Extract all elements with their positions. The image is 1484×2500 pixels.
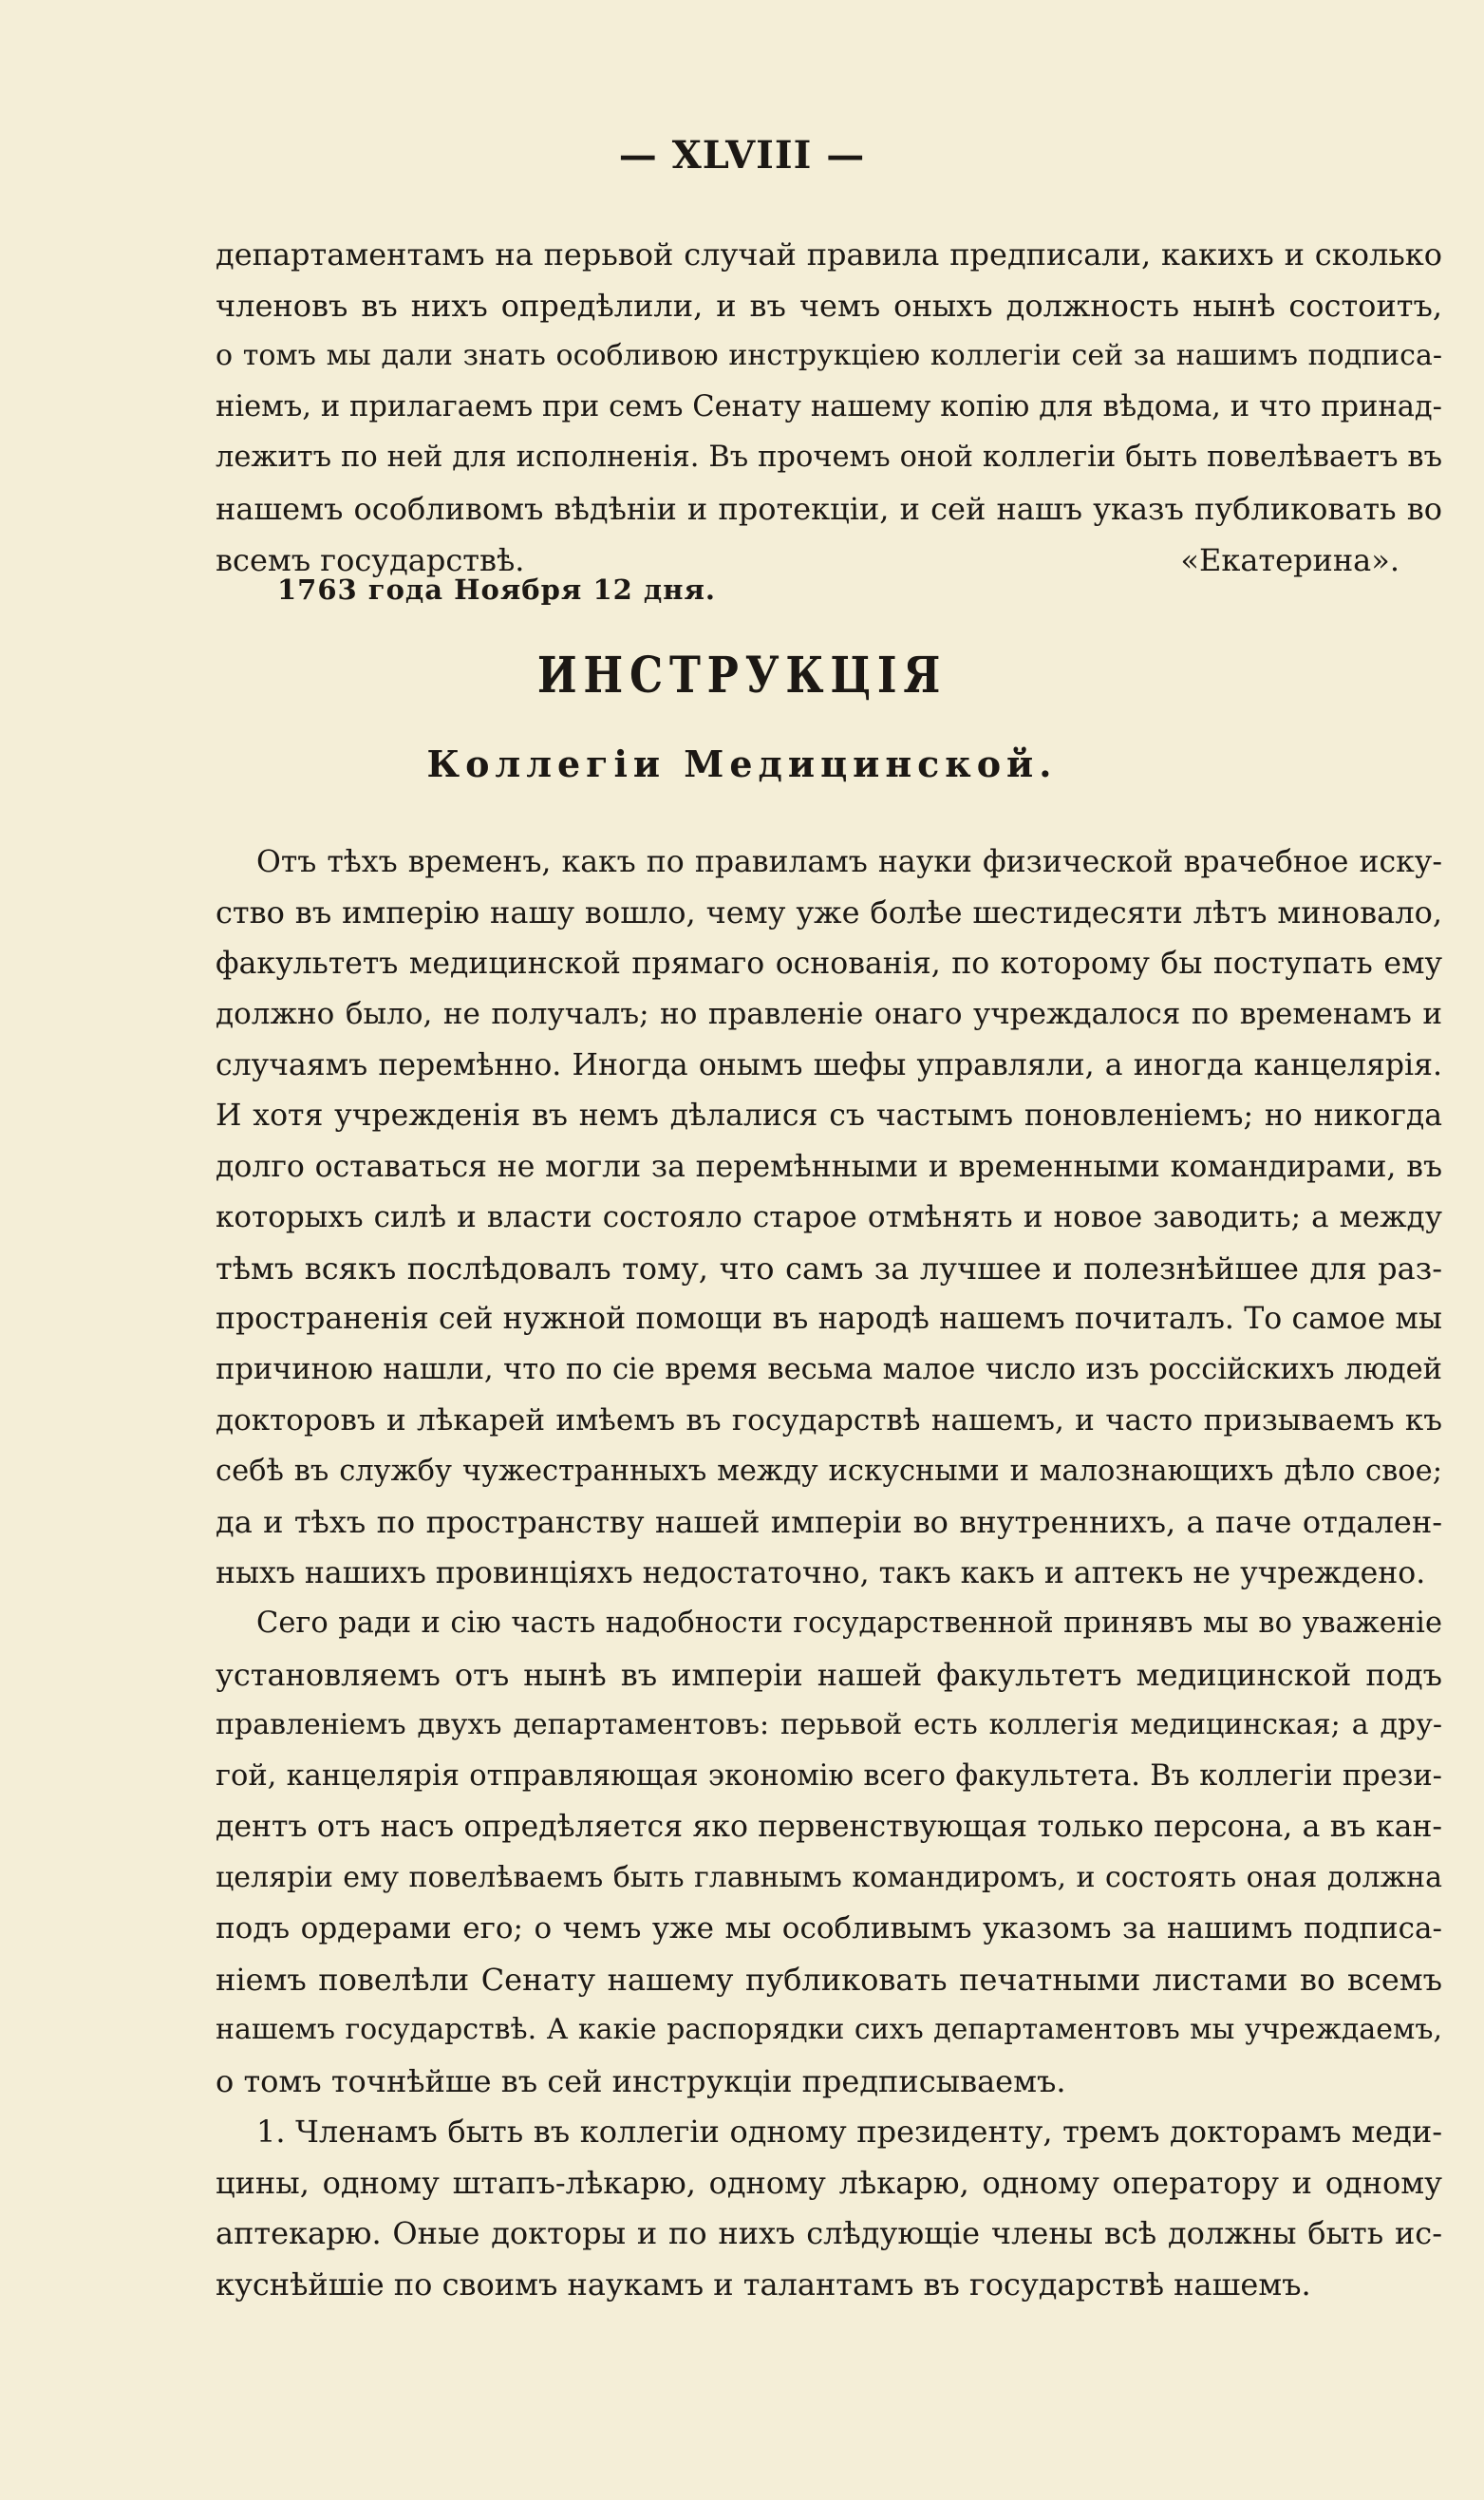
text-line: установляемъ отъ нынѣ въ имперіи нашей факультетъ медицинской подъ [216, 1657, 1442, 1693]
text-line: куснѣйшіе по своимъ наукамъ и талантамъ въ государствѣ нашемъ. [216, 2266, 1311, 2303]
text-line: целяріи ему повелѣваемъ быть главнымъ командиромъ, и состоять оная должна [216, 1861, 1442, 1894]
text-line: Отъ тѣхъ временъ, какъ по правиламъ науки физической врачебное иску- [256, 845, 1442, 879]
text-line: И хотя учрежденія въ немъ дѣлалися съ частымъ поновленіемъ; но никогда [216, 1099, 1442, 1133]
text-line: дентъ отъ насъ опредѣляется яко первенствующая только персона, а въ кан- [216, 1810, 1442, 1844]
text-line: членовъ въ нихъ опредѣлили, и въ чемъ оныхъ должность нынѣ состоитъ, [216, 288, 1442, 324]
text-line: ство въ имперію нашу вошло, чему уже болѣе шестидесяти лѣтъ миновало, [216, 894, 1442, 930]
text-line: долго оставаться не могли за перемѣнными и временными командирами, въ [216, 1150, 1442, 1184]
text-line: правленіемъ двухъ департаментовъ: перьвой есть коллегія медицинская; а дру- [216, 1708, 1442, 1741]
text-line: о томъ мы дали знать особливою инструкціею коллегіи сей за нашимъ подписа- [216, 339, 1442, 372]
text-line: ныхъ нашихъ провинціяхъ недостаточно, такъ какъ и аптекъ не учреждено. [216, 1556, 1426, 1590]
document-title: ИНСТРУКЦІЯ [536, 647, 948, 705]
text-line: гой, канцелярія отправляющая экономію всего факультета. Въ коллегіи прези- [216, 1759, 1442, 1793]
signature: «Екатерина». [1180, 542, 1399, 578]
document-subtitle: Коллегіи Медицинской. [426, 742, 1058, 785]
text-line: которыхъ силѣ и власти состояло старое отмѣнять и новое заводить; а между [216, 1200, 1442, 1234]
page-number: — XLVIII — [618, 133, 866, 178]
text-line: цины, одному штапъ-лѣкарю, одному лѣкарю, одному оператору и одному [216, 2165, 1442, 2201]
decree-date: 1763 года Ноября 12 дня. [277, 573, 716, 606]
text-line: 1. Членамъ быть въ коллегіи одному президенту, тремъ докторамъ меди- [256, 2114, 1442, 2150]
text-line: пространенія сей нужной помощи въ народѣ нашемъ почиталъ. То самое мы [216, 1302, 1442, 1336]
text-line: нашемъ особливомъ вѣдѣніи и протекціи, и сей нашъ указъ публиковать во [216, 491, 1442, 527]
text-line: департаментамъ на перьвой случай правила предписали, какихъ и сколько [216, 236, 1442, 273]
text-line: аптекарю. Оные докторы и по нихъ слѣдующіе члены всѣ должны быть ис- [216, 2215, 1442, 2251]
text-line: себѣ въ службу чужестранныхъ между искусными и малознающихъ дѣло свое; [216, 1455, 1442, 1488]
text-line: нашемъ государствѣ. А какіе распорядки сихъ департаментовъ мы учреждаемъ, [216, 2013, 1442, 2046]
text-line: факультетъ медицинской прямаго основанія, по которому бы поступать ему [216, 947, 1442, 981]
text-line: ніемъ, и прилагаемъ при семъ Сенату нашему копію для вѣдома, и что принад- [216, 390, 1442, 423]
text-line: Сего ради и сію часть надобности государственной принявъ мы во уваженіе [256, 1607, 1442, 1640]
closing-text: всемъ государствѣ. [216, 542, 525, 578]
text-line: подъ ордерами его; о чемъ уже мы особливымъ указомъ за нашимъ подписа- [216, 1911, 1442, 1945]
text-line: должно было, не получалъ; но правленіе онаго учреждалося по временамъ и [216, 997, 1442, 1031]
text-line: случаямъ перемѣнно. Иногда онымъ шефы управляли, а иногда канцелярія. [216, 1048, 1442, 1082]
text-line: причиною нашли, что по сіе время весьма малое число изъ россійскихъ людей [216, 1353, 1442, 1386]
text-line: тѣмъ всякъ послѣдовалъ тому, что самъ за лучшее и полезнѣйшее для раз- [216, 1250, 1442, 1287]
text-line: докторовъ и лѣкарей имѣемъ въ государствѣ нашемъ, и часто призываемъ къ [216, 1403, 1442, 1438]
text-line: да и тѣхъ по пространству нашей имперіи во внутреннихъ, а паче отдален- [216, 1504, 1442, 1540]
text-line: лежитъ по ней для исполненія. Въ прочемъ оной коллегіи быть повелѣваетъ въ [216, 441, 1442, 474]
text-line: ніемъ повелѣли Сенату нашему публиковать печатными листами во всемъ [216, 1962, 1442, 1998]
text-line: о томъ точнѣйше въ сей инструкціи предписываемъ. [216, 2063, 1066, 2099]
